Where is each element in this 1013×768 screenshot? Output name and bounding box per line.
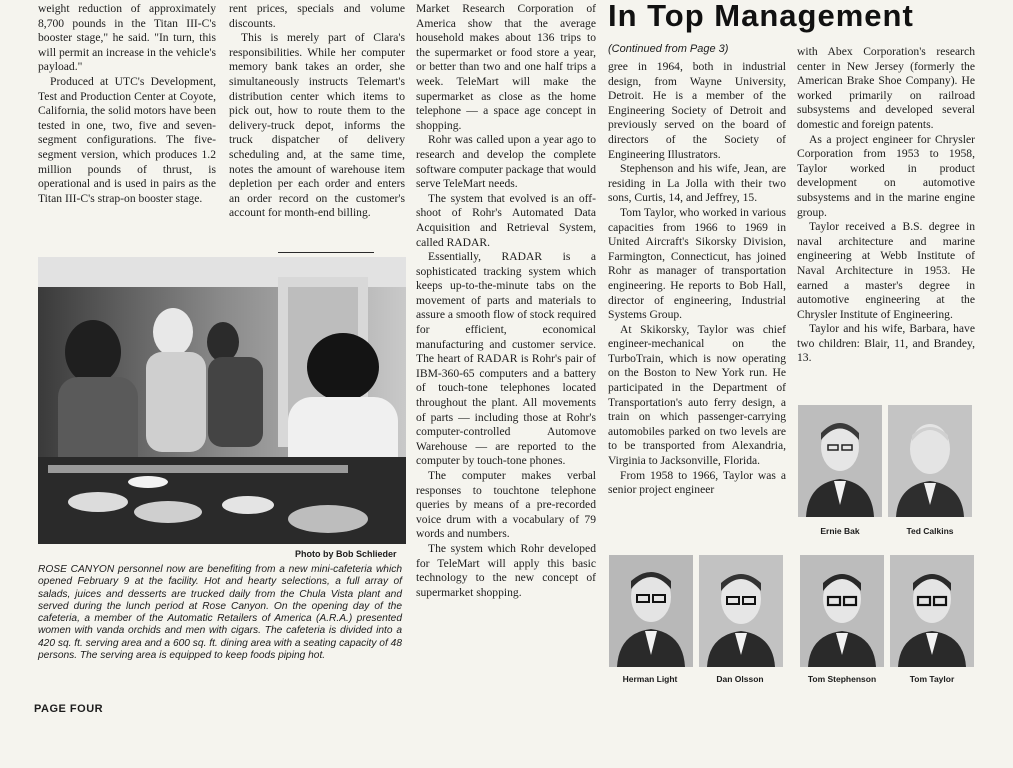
article-column-2: [229, 2, 405, 221]
paragraph: weight reduction of approximately 8,700 pounds in the Titan III-C's booster stage," he said. "In turn, this will permit an increase in the vehicle's payload.": [38, 2, 216, 74]
paragraph: Produced at UTC's Development, Test and Production Center at Coyote, California, the solid motors have been tested in one, two, five and seven-segment configurations. The five-segment version, which produces 1.2 million pounds of thrust, is operational and is used in pairs as the Titan III-C's strap-on booster stage.: [38, 74, 216, 205]
photo-caption: ROSE CANYON personnel now are benefiting from a new mini-cafeteria which opened February 9 at the facility. Hot and hearty selections, a full array of salads, juices and desserts are trucked daily from the Chula Vista plant and served during the lunch period at Rose Canyon. On the opening day of the cafeteria, a member of the Automatic Retailers of America (A.R.A.) presented women with vanda orchids and men with cigars. The cafeteria is divided into a 420 sq. ft. serving area and a 600 sq. ft. dining area with a seating capacity of 48 persons. The serving area is equipped to keep foods piping hot.: [38, 564, 402, 662]
article-column-5: [797, 45, 975, 366]
portrait-name: Dan Olsson: [716, 674, 764, 684]
article-column-3: [416, 2, 596, 600]
portrait-name: Tom Stephenson: [807, 674, 877, 684]
portrait-name: Tom Taylor: [909, 674, 955, 684]
paragraph: Tom Taylor, who worked in various capacities from 1966 to 1969 in United Aircraft's Sikorsky Division, Farmington, Connecticut, has joined Rohr as manager of transportation engineering. He reports to Bob Hall, director of engineering, Industrial Systems Group.: [608, 205, 786, 322]
photo-credit: Photo by Bob Schlieder: [295, 549, 397, 559]
page-number: PAGE FOUR: [34, 703, 104, 715]
portrait-dan-olsson: [699, 555, 783, 667]
paragraph: The computer makes verbal responses to touchtone telephone queries by means of a pre-recorded voice drum with a vocabulary of 79 words and numbers.: [416, 469, 596, 541]
portrait-herman-light: [609, 555, 693, 667]
paragraph: Market Research Corporation of America show that the average household makes about 136 trips to the supermarket or food store a year, or better than two and one half trips a week. TeleMart will make the supermarket as close as the home telephone — a space age concept in shopping.: [416, 2, 596, 132]
continued-note: (Continued from Page 3): [608, 43, 729, 55]
portrait-tom-taylor: [890, 555, 974, 667]
portrait-tom-stephenson: [800, 555, 884, 667]
paragraph: The system that evolved is an off-shoot of Rohr's Automated Data Acquisition and Retrieval System, called RADAR.: [416, 191, 596, 249]
portrait-name: Herman Light: [622, 674, 678, 684]
paragraph: At Skikorsky, Taylor was chief engineer-mechanical on the TurboTrain, which is now operating on the Boston to New York run. He participated in the Department of Transportation's auto ferry design, a train on which passenger-carrying automobiles parked on two levels are to be transported from Alexandria, Virginia to Jacksonville, Florida.: [608, 322, 786, 468]
article-column-4: [608, 60, 786, 498]
paragraph: As a project engineer for Chrysler Corporation from 1953 to 1958, Taylor worked in product development on automotive subsystems and in the marine engine group.: [797, 132, 975, 219]
paragraph: Rohr was called upon a year ago to research and develop the complete software computer package that would serve TeleMart needs.: [416, 133, 596, 191]
headline: In Top Management: [608, 0, 914, 33]
paragraph: Taylor received a B.S. degree in naval architecture and marine engineering at Webb Institute of Naval Architecture in 1953. He earned a master's degree in automotive engineering at the Chrysler Institute of Engineering.: [797, 220, 975, 321]
paragraph: From 1958 to 1966, Taylor was a senior project engineer: [608, 468, 786, 497]
portrait-ted-calkins: [888, 405, 972, 517]
paragraph: with Abex Corporation's research center in New Jersey (formerly the American Brake Shoe Company). He worked primarily on railroad subsystems and developed several domestic and foreign patents.: [797, 45, 975, 131]
portrait-ernie-bak: [798, 405, 882, 517]
paragraph: gree in 1964, both in industrial design, from Wayne University, Detroit. He is a member of the Engineering Society of Detroit and previously served on the board of directors of the Society of Engineering Illustrators.: [608, 60, 786, 161]
paragraph: The system which Rohr developed for TeleMart will apply this basic technology to the new concept of supermarket shopping.: [416, 541, 596, 599]
paragraph: Stephenson and his wife, Jean, are residing in La Jolla with their two sons, Curtis, 14, and Jeffrey, 15.: [608, 162, 786, 205]
article-column-1: [38, 2, 216, 206]
cafeteria-photo: [38, 257, 406, 544]
paragraph: Taylor and his wife, Barbara, have two children: Blair, 11, and Brandey, 13.: [797, 322, 975, 365]
paragraph: rent prices, specials and volume discounts.: [229, 2, 405, 30]
paragraph: This is merely part of Clara's responsibilities. While her computer memory bank takes an order, she simultaneously instructs Telemart's distribution center which items to pick out, how to route them to the delivery-truck depot, informs the truck dispatcher of delivery scheduling and, at the same time, notes the amount of warehouse item depletion per each order and enters an order record on the customer's account for month-end billing.: [229, 31, 405, 220]
paragraph: Essentially, RADAR is a sophisticated tracking system which keeps up-to-the-minute tabs on the movement of parts and materials to assure a smooth flow of stock required for efficient, economical manufacturing and customer service. The heart of RADAR is Rohr's pair of IBM-360-65 computers and a battery of touch-tone telephones located throughout the plant. All movements of parts — including those at Rohr's computer-controlled Automove Warehouse — are reported to the computer by touch-tone phones.: [416, 250, 596, 468]
portrait-name: Ernie Bak: [820, 526, 860, 536]
column-end-rule: [278, 252, 374, 253]
portrait-name: Ted Calkins: [906, 526, 954, 536]
